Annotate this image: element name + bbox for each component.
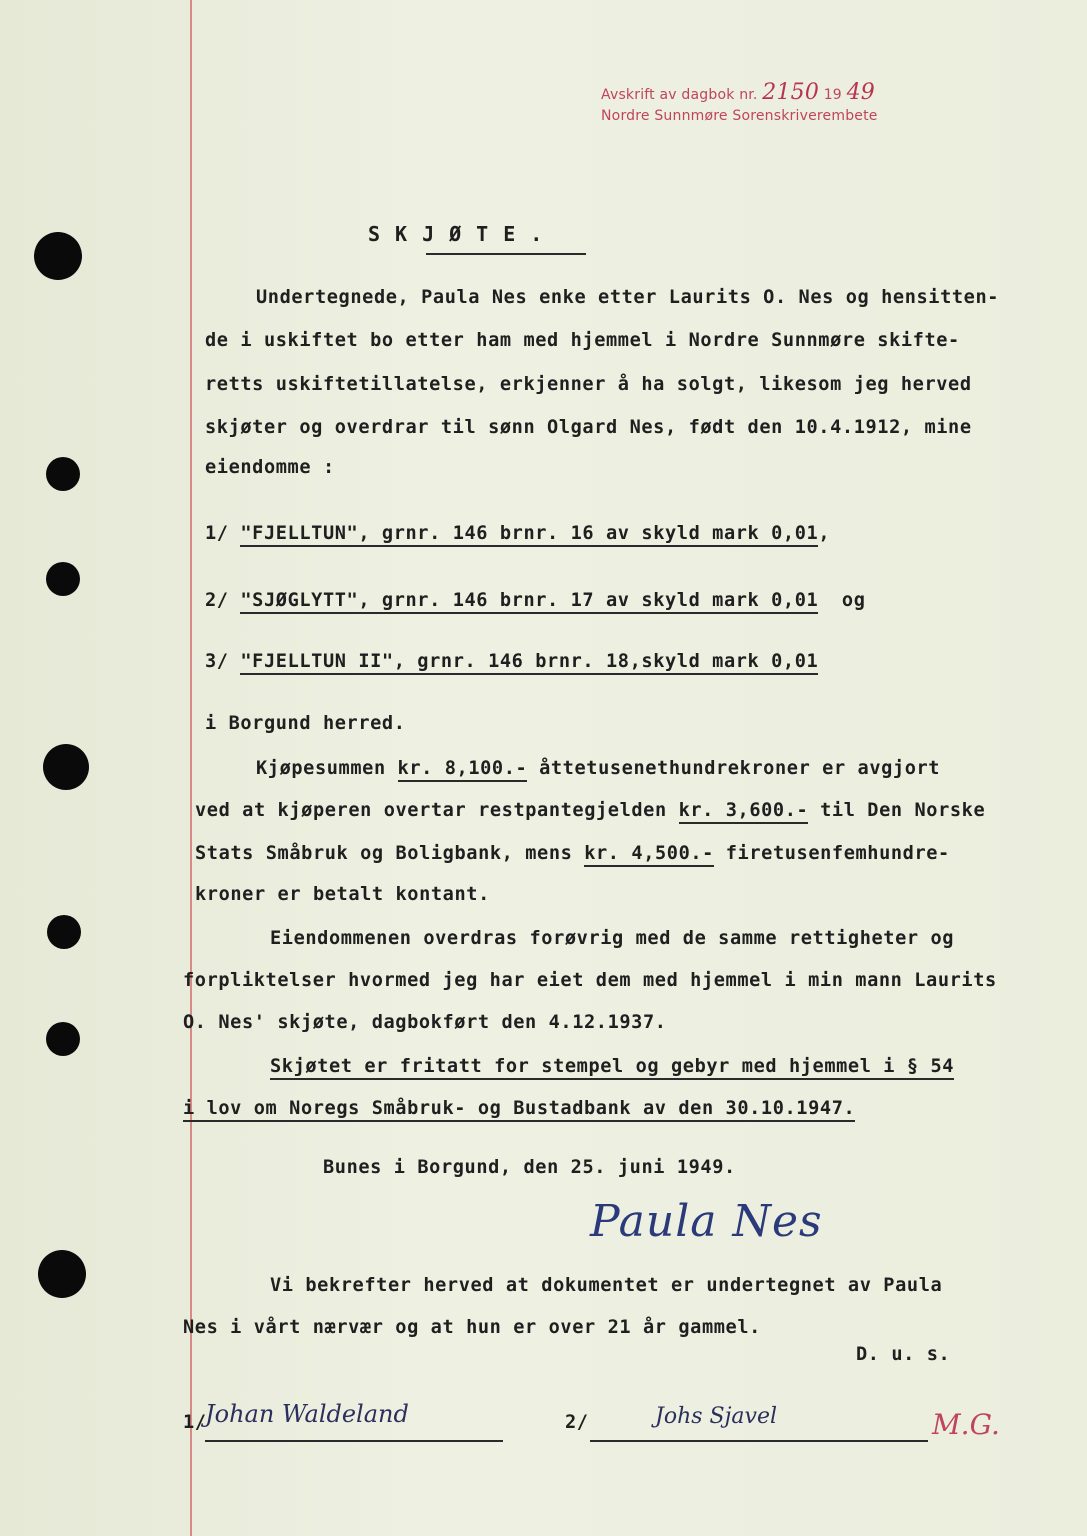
transfer-line: O. Nes' skjøte, dagbokført den 4.12.1937. xyxy=(183,1012,667,1033)
signature-line xyxy=(590,1440,928,1442)
stamp-line1-prefix: Avskrift av dagbok nr. xyxy=(601,87,758,103)
property-number: 3/ xyxy=(205,651,229,672)
property-suffix: , xyxy=(818,523,831,544)
price-text: til Den Norske xyxy=(808,800,986,821)
property-number: 2/ xyxy=(205,590,229,611)
intro-line: skjøter og overdrar til sønn Olgard Nes, født den 10.4.1912, mine xyxy=(205,417,972,438)
binder-hole xyxy=(34,232,82,280)
witness-line: Vi bekrefter herved at dokumentet er undertegnet av Paula xyxy=(270,1275,943,1296)
price-text: Kjøpesummen xyxy=(256,758,398,779)
witness-signature: Johan Waldeland xyxy=(205,1400,409,1428)
document-title: SKJØTE. xyxy=(368,222,558,246)
price-line xyxy=(195,843,950,864)
seller-signature: Paula Nes xyxy=(590,1196,823,1247)
binder-hole xyxy=(43,744,89,790)
intro-line: eiendomme : xyxy=(205,457,335,478)
witness-number: 1/ xyxy=(183,1412,207,1433)
transfer-line: Eiendommenen overdras forøvrig med de samme rettigheter og xyxy=(270,928,955,949)
exemption-line xyxy=(183,1098,855,1119)
binder-hole xyxy=(46,1022,80,1056)
price-text: Stats Småbruk og Boligbank, mens xyxy=(195,843,585,864)
clerk-initials: M.G. xyxy=(932,1408,1000,1441)
property-description: "SJØGLYTT", grnr. 146 brnr. 17 av skyld mark 0,01 xyxy=(240,590,818,614)
stamp-year: 49 xyxy=(846,80,875,105)
signature-line xyxy=(205,1440,503,1442)
witness-line: Nes i vårt nærvær og at hun er over 21 år gammel. xyxy=(183,1317,761,1338)
title-underline xyxy=(426,253,586,255)
margin-line xyxy=(190,0,192,1536)
property-number: 1/ xyxy=(205,523,229,544)
intro-line: de i uskiftet bo etter ham med hjemmel i Nordre Sunnmøre skifte- xyxy=(205,330,960,351)
cash-amount: kr. 4,500.- xyxy=(584,843,714,867)
property-suffix: og xyxy=(841,590,866,611)
binder-hole xyxy=(47,915,81,949)
intro-line: retts uskiftetillatelse, erkjenner å ha solgt, likesom jeg herved xyxy=(205,374,972,395)
stamp-line2: Nordre Sunnmøre Sorenskriverembete xyxy=(601,108,878,124)
property-item xyxy=(205,651,818,672)
binder-hole xyxy=(46,562,80,596)
stamp-entry-number: 2150 xyxy=(762,80,820,105)
property-item xyxy=(205,523,830,544)
dus-marker: D. u. s. xyxy=(856,1344,951,1365)
transfer-line: forpliktelser hvormed jeg har eiet dem med hjemmel i min mann Laurits xyxy=(183,970,997,991)
price-text: ved at kjøperen overtar restpantegjelden xyxy=(195,800,679,821)
registry-stamp xyxy=(601,80,875,105)
price-line xyxy=(195,800,985,821)
stamp-year-prefix: 19 xyxy=(823,87,842,103)
property-item xyxy=(205,590,866,611)
location-line: i Borgund herred. xyxy=(205,713,406,734)
property-description: "FJELLTUN II", grnr. 146 brnr. 18,skyld mark 0,01 xyxy=(240,651,818,675)
intro-line: Undertegnede, Paula Nes enke etter Laurits O. Nes og hensitten- xyxy=(256,287,1000,308)
binder-hole xyxy=(38,1250,86,1298)
binder-hole xyxy=(46,457,80,491)
property-description: "FJELLTUN", grnr. 146 brnr. 16 av skyld mark 0,01 xyxy=(240,523,818,547)
witness-number: 2/ xyxy=(565,1412,589,1433)
witness-signature: Johs Sjavel xyxy=(655,1404,778,1429)
exemption-text: i lov om Noregs Småbruk- og Bustadbank av den 30.10.1947. xyxy=(183,1098,855,1122)
debt-amount: kr. 3,600.- xyxy=(679,800,809,824)
price-line: kroner er betalt kontant. xyxy=(195,884,490,905)
price-text: firetusenfemhundre- xyxy=(713,843,950,864)
price-line xyxy=(256,758,940,779)
exemption-line xyxy=(270,1056,954,1077)
price-text: åttetusenethundrekroner er avgjort xyxy=(527,758,941,779)
exemption-text: Skjøtet er fritatt for stempel og gebyr med hjemmel i § 54 xyxy=(270,1056,954,1080)
price-amount: kr. 8,100.- xyxy=(398,758,528,782)
place-date: Bunes i Borgund, den 25. juni 1949. xyxy=(323,1157,736,1178)
